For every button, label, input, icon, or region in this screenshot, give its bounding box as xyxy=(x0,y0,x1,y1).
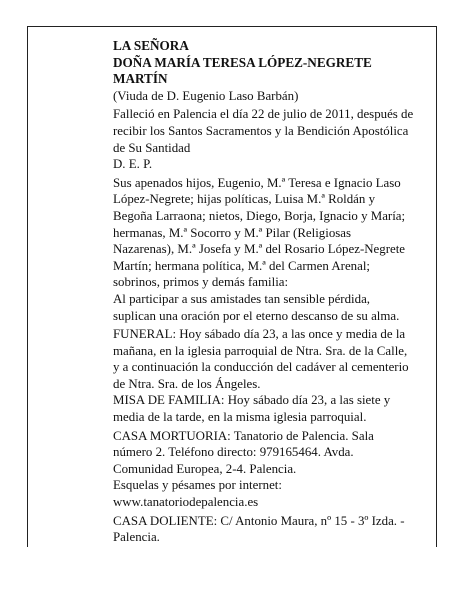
prayer-request: Al participar a sus amistades tan sensible pérdida, suplican una oración por el eterno descanso de su alma. xyxy=(113,291,400,323)
funeral-details: FUNERAL: Hoy sábado día 23, a las once y media de la mañana, en la iglesia parroquial de Ntra. Sra. de la Calle, y a continuación la conducción del cadáver al cementerio de Ntra. Sra. de los Ángeles. xyxy=(113,327,409,391)
dep-line: D. E. P. xyxy=(113,157,153,172)
title-la-senora: LA SEÑORA xyxy=(113,38,189,53)
home-address: CASA DOLIENTE: C/ Antonio Maura, nº 15 - 3º Izda. - Palencia. xyxy=(113,513,405,545)
family-list: Sus apenados hijos, Eugenio, M.ª Teresa e Ignacio Laso López-Negrete; hijas políticas, Luisa M.ª Roldán y Begoña Larraona; nietos, Diego, Borja, Ignacio y María; hermanas, M.ª Socorro y M.ª Pilar (Religiosas Nazarenas), M.ª Josefa y M.ª del Rosario López-Negrete Martín; hermana política, M.ª del Carmen Arenal; sobrinos, primos y demás familia: xyxy=(113,175,406,290)
deceased-name: DOÑA MARÍA TERESA LÓPEZ-NEGRETE MARTÍN xyxy=(113,54,372,87)
obituary-notice xyxy=(113,38,415,546)
widow-line: (Viuda de D. Eugenio Laso Barbán) xyxy=(113,88,299,103)
online-condolences: Esquelas y pésames por internet: www.tanatoriodepalencia.es xyxy=(113,478,282,510)
mortuary-details: CASA MORTUORIA: Tanatorio de Palencia. Sala número 2. Teléfono directo: 979165464. Avda. Comunidad Europea, 2-4. Palencia. xyxy=(113,428,374,476)
family-mass-details: MISA DE FAMILIA: Hoy sábado día 23, a las siete y media de la tarde, en la misma iglesia parroquial. xyxy=(113,393,391,425)
death-announcement: Falleció en Palencia el día 22 de julio de 2011, después de recibir los Santos Sacramentos y la Bendición Apostólica de Su Santidad xyxy=(113,107,414,155)
